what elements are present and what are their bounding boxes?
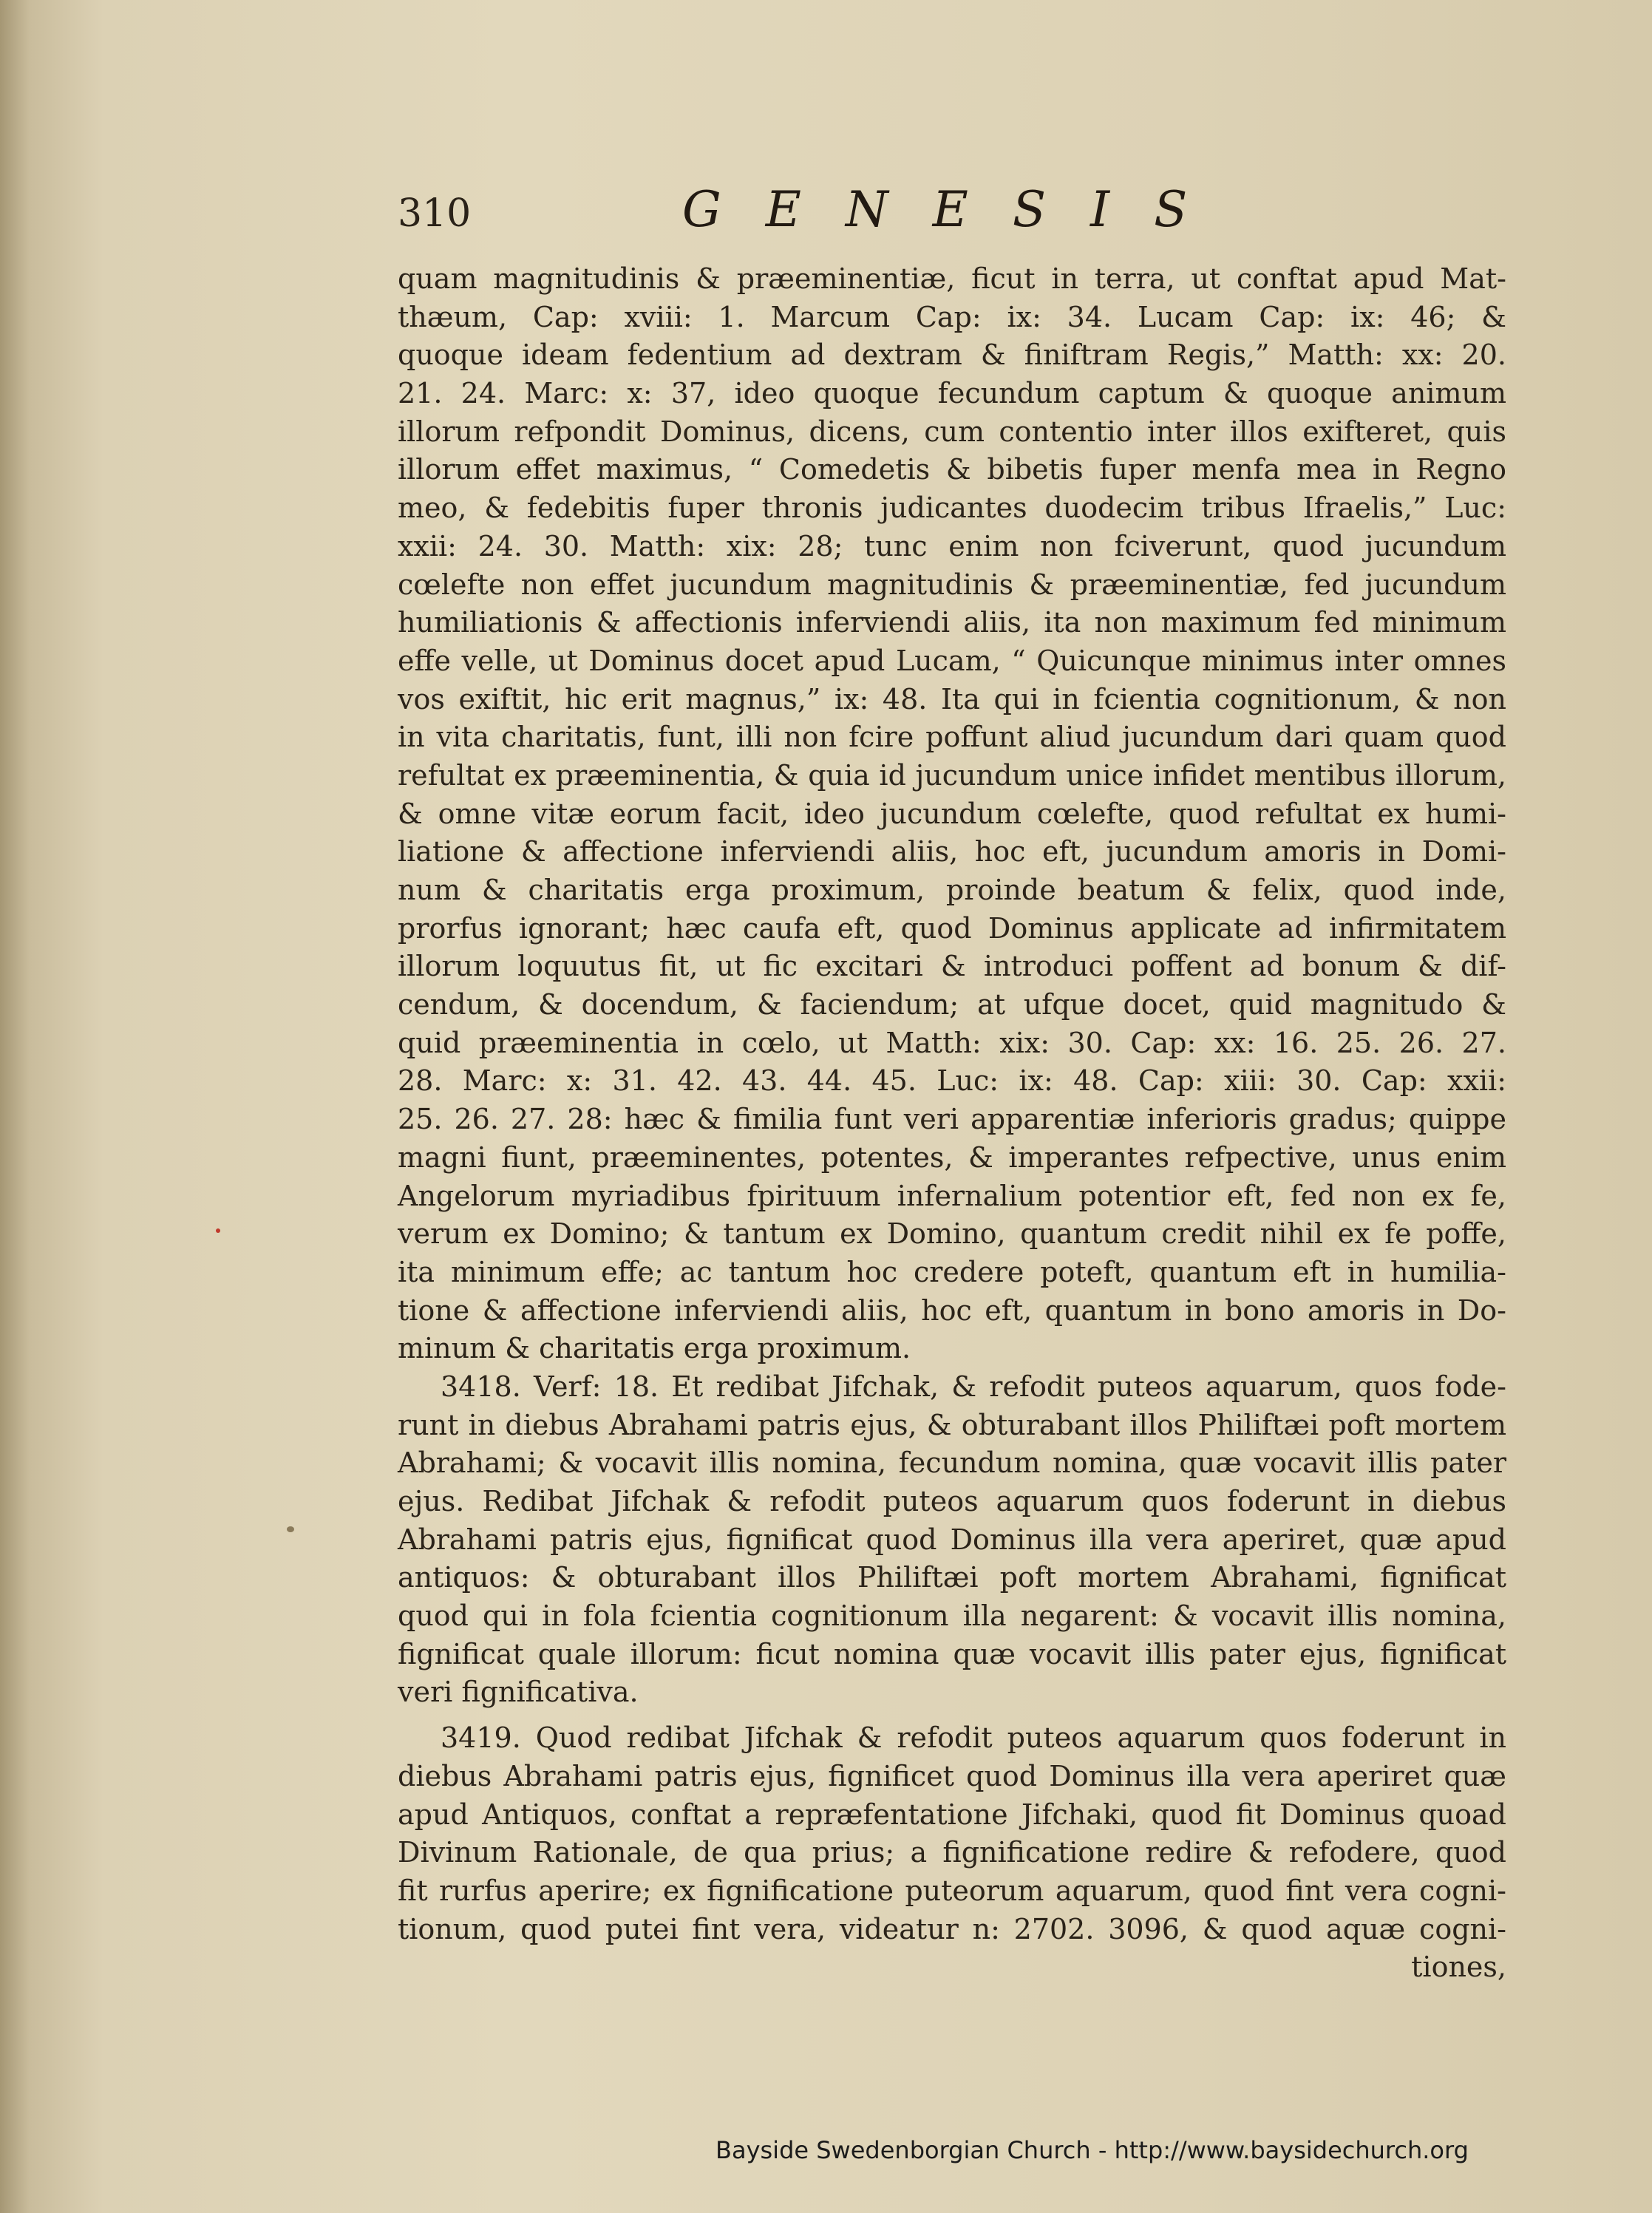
text-line: verum ex Domino; & tantum ex Domino, quantum credit nihil ex fe poffe, <box>398 1217 1506 1251</box>
text-line: Divinum Rationale, de qua prius; a fignificatione redire & refodere, quod <box>398 1836 1506 1869</box>
text-line: liatione & affectione inferviendi aliis, hoc eft, jucundum amoris in Domi- <box>398 835 1506 868</box>
paper-stain <box>287 1526 294 1532</box>
text-line: vos exiftit, hic erit magnus,” ix: 48. Ita qui in fcientia cognitionum, & non <box>398 682 1506 715</box>
text-line: quam magnitudinis & præeminentiæ, ficut in terra, ut conftat apud Mat- <box>398 262 1506 295</box>
text-line: thæum, Cap: xviii: 1. Marcum Cap: ix: 34. Lucam Cap: ix: 46; & <box>398 300 1506 333</box>
text-line: ita minimum effe; ac tantum hoc credere poteft, quantum eft in humilia- <box>398 1255 1506 1288</box>
running-title: GENESIS <box>682 181 1232 238</box>
text-line: quod qui in fola fcientia cognitionum illa negarent: & vocavit illis nomina, <box>398 1600 1506 1633</box>
text-line: tione & affectione inferviendi aliis, hoc eft, quantum in bono amoris in Do- <box>398 1294 1506 1327</box>
text-line: tionum, quod putei fint vera, videatur n: 2702. 3096, & quod aquæ cogni- <box>398 1912 1506 1945</box>
text-line: 28. Marc: x: 31. 42. 43. 44. 45. Luc: ix: 48. Cap: xiii: 30. Cap: xxii: <box>398 1064 1506 1098</box>
text-line: Abrahami patris ejus, fignificat quod Dominus illa vera aperiret, quæ apud <box>398 1523 1506 1556</box>
text-line: fignificat quale illorum: ficut nomina quæ vocavit illis pater ejus, fignificat <box>398 1637 1506 1670</box>
text-line: tiones, <box>1411 1951 1506 1984</box>
text-line: diebus Abrahami patris ejus, fignificet quod Dominus illa vera aperiret quæ <box>398 1759 1506 1792</box>
text-line: 21. 24. Marc: x: 37, ideo quoque fecundum captum & quoque animum <box>398 377 1506 410</box>
text-line: prorfus ignorant; hæc caufa eft, quod Dominus applicate ad infirmitatem <box>398 911 1506 945</box>
text-line: minum & charitatis erga proximum. <box>398 1332 911 1365</box>
text-line: effe velle, ut Dominus docet apud Lucam, “ Quicunque minimus inter omnes <box>398 644 1506 677</box>
text-line: num & charitatis erga proximum, proinde beatum & felix, quod inde, <box>398 874 1506 906</box>
text-line: & omne vitæ eorum facit, ideo jucundum cœlefte, quod refultat ex humi- <box>398 797 1506 830</box>
text-line: illorum refpondit Dominus, dicens, cum contentio inter illos exifteret, quis <box>398 415 1506 448</box>
page-header <box>398 181 1233 248</box>
body-text <box>398 260 1506 1987</box>
text-line: illorum effet maximus, “ Comedetis & bibetis fuper menfa mea in Regno <box>398 453 1506 486</box>
page-number: 310 <box>398 191 472 236</box>
text-line: Angelorum myriadibus fpirituum infernalium potentior eft, fed non ex fe, <box>398 1179 1506 1212</box>
text-line: Abrahami; & vocavit illis nomina, fecundum nomina, quæ vocavit illis pater <box>398 1447 1506 1480</box>
text-line: veri fignificativa. <box>398 1676 639 1709</box>
text-line: 3418. Verf: 18. Et redibat Jifchak, & refodit puteos aquarum, quos fode- <box>441 1370 1506 1403</box>
text-line: refultat ex præeminentia, & quia id jucundum unice infidet mentibus illorum, <box>398 758 1506 792</box>
text-line: runt in diebus Abrahami patris ejus, & obturabant illos Philiftæi poft mortem <box>398 1408 1506 1441</box>
text-line: ejus. Redibat Jifchak & refodit puteos aquarum quos foderunt in diebus <box>398 1485 1506 1517</box>
text-line: antiquos: & obturabant illos Philiftæi poft mortem Abrahami, fignificat <box>398 1561 1506 1594</box>
text-line: apud Antiquos, conftat a repræfentatione Jifchaki, quod fit Dominus quoad <box>398 1798 1506 1831</box>
paper-stain <box>216 1228 220 1233</box>
text-line: 3419. Quod redibat Jifchak & refodit puteos aquarum quos foderunt in <box>441 1721 1506 1755</box>
text-line: xxii: 24. 30. Matth: xix: 28; tunc enim non fciverunt, quod jucundum <box>398 529 1506 562</box>
watermark: Bayside Swedenborgian Church - http://www.baysidechurch.org <box>715 2136 1469 2164</box>
text-line: illorum loquutus fit, ut fic excitari & introduci poffent ad bonum & dif- <box>398 950 1506 983</box>
text-line: in vita charitatis, funt, illi non fcire poffunt aliud jucundum dari quam quod <box>398 721 1506 754</box>
text-line: cendum, & docendum, & faciendum; at ufque docet, quid magnitudo & <box>398 988 1506 1021</box>
text-line: quid præeminentia in cœlo, ut Matth: xix: 30. Cap: xx: 16. 25. 26. 27. <box>398 1026 1506 1059</box>
text-line: fit rurfus aperire; ex fignificatione puteorum aquarum, quod fint vera cogni- <box>398 1874 1506 1907</box>
text-line: meo, & fedebitis fuper thronis judicantes duodecim tribus Ifraelis,” Luc: <box>398 492 1506 525</box>
text-line: cœlefte non effet jucundum magnitudinis & præeminentiæ, fed jucundum <box>398 568 1506 601</box>
text-line: magni fiunt, præeminentes, potentes, & imperantes refpective, unus enim <box>398 1141 1506 1174</box>
text-line: quoque ideam fedentium ad dextram & finiftram Regis,” Matth: xx: 20. <box>398 339 1506 372</box>
text-line: 25. 26. 27. 28: hæc & fimilia funt veri apparentiæ inferioris gradus; quippe <box>398 1103 1506 1136</box>
text-line: humiliationis & affectionis inferviendi aliis, ita non maximum fed minimum <box>398 606 1506 639</box>
